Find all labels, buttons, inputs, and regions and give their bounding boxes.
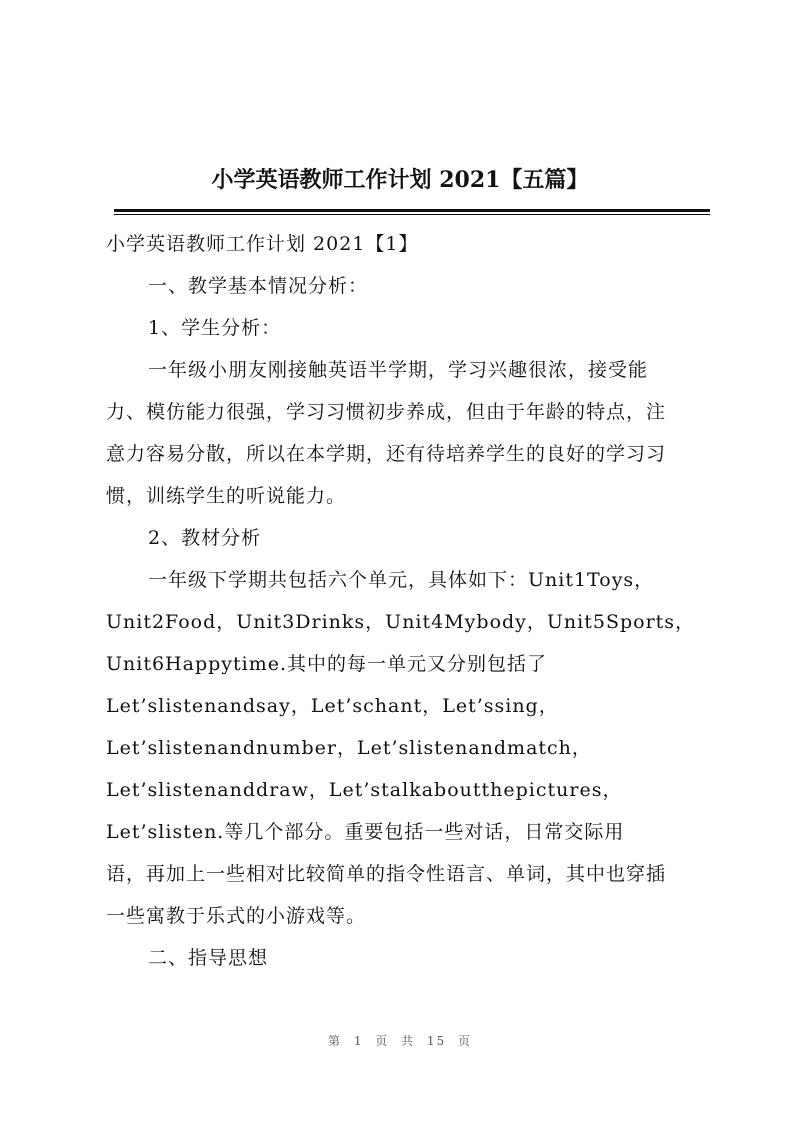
paragraph-line: 一年级下学期共包括六个单元，具体如下：Unit1Toys， [148,569,655,591]
paragraph-line: Unit6Happytime.其中的每一单元又分别包括了 [106,653,548,675]
paragraph-line: Let’slistenandsay，Let’schant，Let’ssing， [106,695,559,717]
subsection-heading: 一、教学基本情况分析： [148,275,369,297]
title-divider-thin [114,214,710,215]
title-divider-thick [114,209,710,212]
subsection-heading: 1、学生分析： [148,317,282,339]
section-heading: 小学英语教师工作计划 2021【1】 [106,233,419,255]
paragraph-line: Unit2Food，Unit3Drinks，Unit4Mybody，Unit5Sports， [106,611,696,633]
paragraph-line: 意力容易分散，所以在本学期，还有待培养学生的良好的学习习 [106,443,667,465]
paragraph-line: Let’slistenandnumber，Let’slistenandmatch， [106,737,592,759]
paragraph-line: 语，再加上一些相对比较简单的指令性语言、单词，其中也穿插 [106,863,667,885]
page-number-footer: 第 1 页 共 15 页 [328,1034,472,1048]
paragraph-line: 一年级小朋友刚接触英语半学期，学习兴趣很浓，接受能 [148,359,649,381]
paragraph-line: Let’slisten.等几个部分。重要包括一些对话，日常交际用 [106,821,625,843]
section-heading: 二、指导思想 [148,947,269,969]
subsection-heading: 2、教材分析 [148,527,262,549]
paragraph-line: Let’slistenanddraw，Let’stalkaboutthepictures， [106,779,623,801]
paragraph-line: 惯，训练学生的听说能力。 [106,485,347,507]
paragraph-line: 力、模仿能力很强，学习习惯初步养成，但由于年龄的特点，注 [106,401,667,423]
document-title: 小学英语教师工作计划 2021【五篇】 [211,167,589,193]
paragraph-line: 一些寓教于乐式的小游戏等。 [106,905,367,927]
